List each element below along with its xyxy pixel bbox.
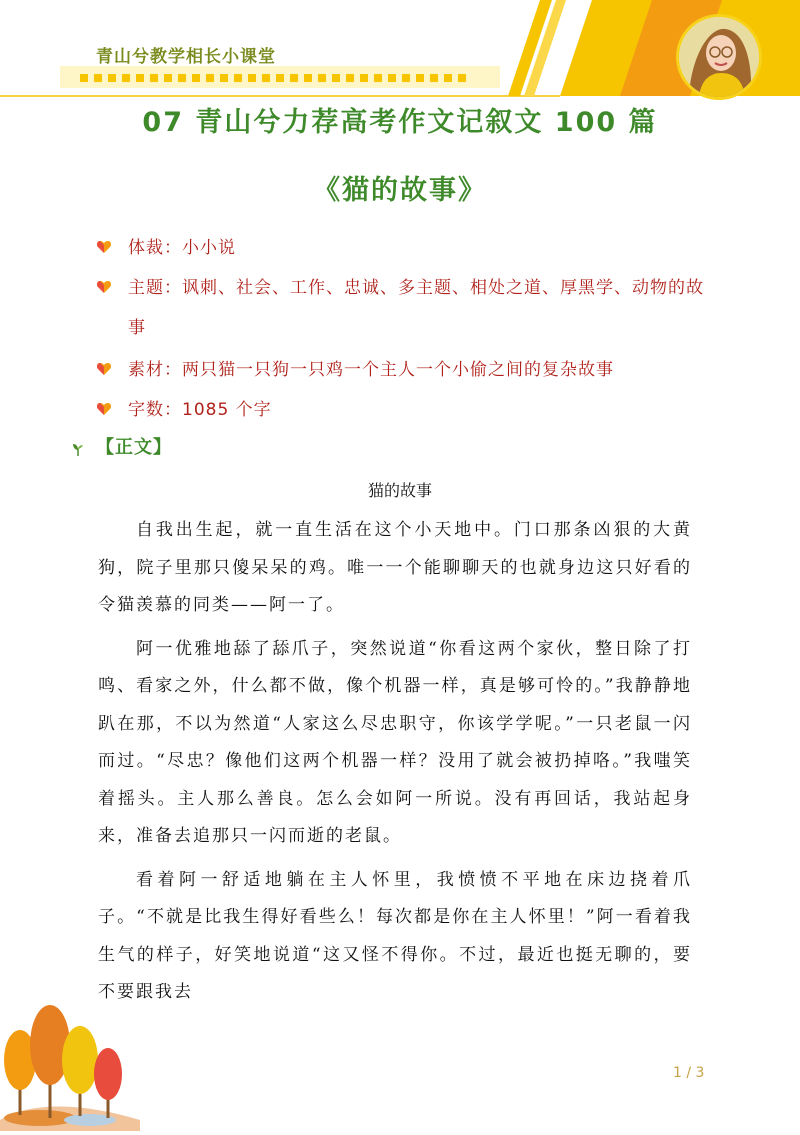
teacher-avatar — [676, 14, 762, 100]
meta-wordcount-text: 字数：1085 个字 — [128, 400, 272, 420]
article-paragraph: 看着阿一舒适地躺在主人怀里，我愤愤不平地在床边挠着爪子。“不就是比我生得好看些么！每次都是你在主人怀里！”阿一看着我生气的样子，好笑地说道“这又怪不得你。不过，最近也挺无聊的，要不要跟我去 — [98, 869, 692, 1002]
article-paragraph: 阿一优雅地舔了舔爪子，突然说道“你看这两个家伙，整日除了打鸣、看家之外，什么都不做，像个机器一样，真是够可怜的。”我静静地趴在那，不以为然道“人家这么尽忠职守，你该学学呢。”一只老鼠一闪而过。“尽忠？像他们这两个机器一样？没用了就会被扔掉咯。”我嗤笑着摇头。主人那么善良。怎么会如阿一所说。没有再回话，我站起身来，准备去追那只一闪而逝的老鼠。 — [98, 638, 692, 846]
heart-bullet-icon — [96, 361, 112, 377]
heart-bullet-icon — [96, 239, 112, 255]
document-subtitle: 《猫的故事》 — [313, 175, 487, 206]
section-label: 【正文】 — [96, 437, 172, 458]
page-number: 1 / 3 — [673, 1065, 705, 1081]
article-body — [98, 512, 692, 1012]
document-title: 07 青山兮力荐高考作文记叙文 100 篇 — [142, 107, 658, 138]
article-paragraph: 自我出生起，就一直生活在这个小天地中。门口那条凶狠的大黄狗，院子里那只傻呆呆的鸡。唯一一个能聊聊天的也就身边这只好看的令猫羡慕的同类——阿一了。 — [98, 520, 692, 615]
heart-bullet-icon — [96, 279, 112, 295]
autumn-trees-decoration — [0, 990, 140, 1131]
meta-item-material — [96, 350, 716, 390]
header-banner — [0, 0, 800, 110]
meta-list — [96, 228, 716, 430]
meta-item-theme — [96, 268, 716, 350]
article-title: 猫的故事 — [367, 481, 432, 500]
heart-bullet-icon — [96, 401, 112, 417]
meta-theme-text: 主题：讽刺、社会、工作、忠诚、多主题、相处之道、厚黑学、动物的故事 — [128, 278, 704, 338]
meta-item-wordcount — [96, 390, 716, 430]
meta-material-text: 素材：两只猫一只狗一只鸡一个主人一个小偷之间的复杂故事 — [128, 360, 614, 380]
meta-genre-text: 体裁：小小说 — [128, 238, 236, 258]
brand-name: 青山兮教学相长小课堂 — [96, 47, 276, 67]
sprout-icon — [70, 441, 86, 457]
meta-item-genre — [96, 228, 716, 268]
